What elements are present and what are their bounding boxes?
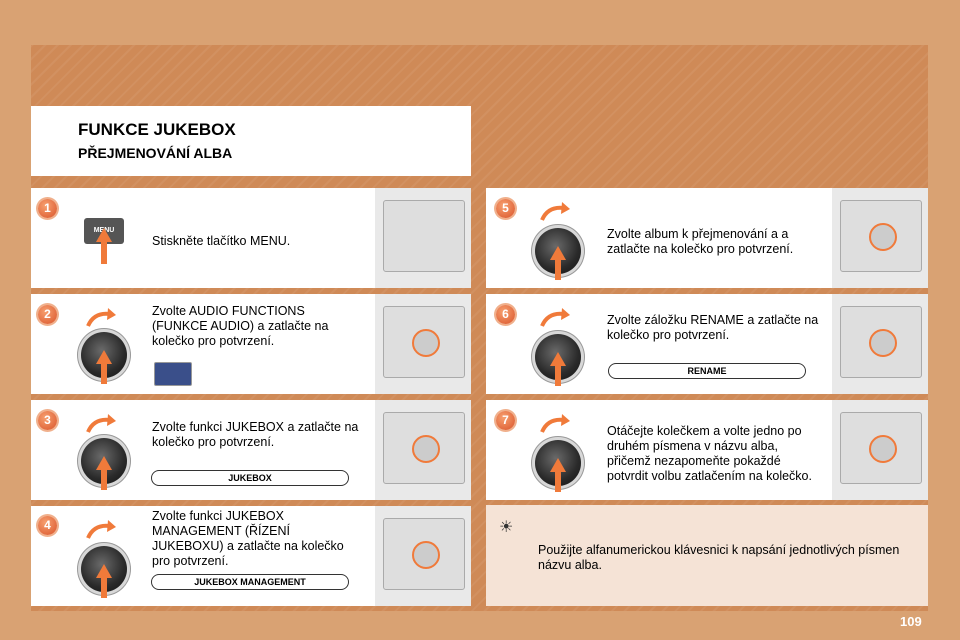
rotate-arrow-icon	[86, 520, 116, 540]
radio-illustration	[375, 188, 471, 288]
step-text: Zvolte album k přejmenování a a zatlačte na kolečko pro potvrzení.	[607, 227, 794, 256]
step-number-badge: 5	[496, 199, 515, 218]
step-text: Zvolte funkci JUKEBOX MANAGEMENT (ŘÍZENÍ JUKEBOXU) a zatlačte na kolečko pro potvrzení.	[152, 509, 344, 568]
press-arrow-head-icon	[96, 564, 112, 578]
step-text: Otáčejte kolečkem a volte jedno po druhém písmena v názvu alba, přičemž nezapomeňte pokaždé potvrdit volbu zatlačením na kolečko.	[607, 424, 812, 483]
menu-option-pill: JUKEBOX	[151, 470, 349, 486]
radio-panel-icon	[383, 412, 465, 484]
radio-illustration	[375, 294, 471, 394]
step-number-badge: 3	[38, 411, 57, 430]
step-number-badge: 6	[496, 305, 515, 324]
radio-panel-icon	[383, 518, 465, 590]
step-text: Stiskněte tlačítko MENU.	[152, 234, 291, 248]
radio-panel-icon	[840, 200, 922, 272]
step-text: Zvolte záložku RENAME a zatlačte na kolečko pro potvrzení.	[607, 313, 819, 342]
page-title: FUNKCE JUKEBOX	[78, 120, 236, 139]
rotate-arrow-icon	[86, 308, 116, 328]
press-arrow-head-icon	[550, 458, 566, 472]
page-number: 109	[900, 614, 922, 629]
rotate-arrow-icon	[540, 414, 570, 434]
press-arrow-head-icon	[96, 456, 112, 470]
step-number-badge: 4	[38, 516, 57, 535]
radio-illustration	[832, 188, 928, 288]
menu-option-pill: RENAME	[608, 363, 806, 379]
step-text: Zvolte funkci JUKEBOX a zatlačte na kolečko pro potvrzení.	[152, 420, 359, 449]
menu-option-pill: JUKEBOX MANAGEMENT	[151, 574, 349, 590]
step-number-badge: 7	[496, 411, 515, 430]
title-box	[31, 106, 471, 176]
rotate-arrow-icon	[86, 414, 116, 434]
press-arrow-head-icon	[96, 228, 112, 242]
radio-illustration	[832, 400, 928, 500]
sun-icon: ☀	[499, 519, 514, 536]
radio-panel-icon	[840, 412, 922, 484]
radio-illustration	[375, 400, 471, 500]
radio-panel-icon	[383, 200, 465, 272]
audio-functions-icon	[154, 362, 192, 386]
radio-panel-icon	[383, 306, 465, 378]
rotate-arrow-icon	[540, 202, 570, 222]
step-number-badge: 1	[38, 199, 57, 218]
step-text: Zvolte AUDIO FUNCTIONS (FUNKCE AUDIO) a zatlačte na kolečko pro potvrzení.	[152, 304, 329, 348]
press-arrow-head-icon	[550, 246, 566, 260]
page-subtitle: PŘEJMENOVÁNÍ ALBA	[78, 145, 233, 161]
menu-button-icon: MENU	[84, 218, 124, 244]
tip-text: Použijte alfanumerickou klávesnici k napsání jednotlivých písmen názvu alba.	[538, 543, 900, 572]
rotate-arrow-icon	[540, 308, 570, 328]
press-arrow-head-icon	[96, 350, 112, 364]
radio-illustration	[832, 294, 928, 394]
step-number-badge: 2	[38, 305, 57, 324]
press-arrow-head-icon	[550, 352, 566, 366]
radio-illustration	[375, 506, 471, 606]
radio-panel-icon	[840, 306, 922, 378]
